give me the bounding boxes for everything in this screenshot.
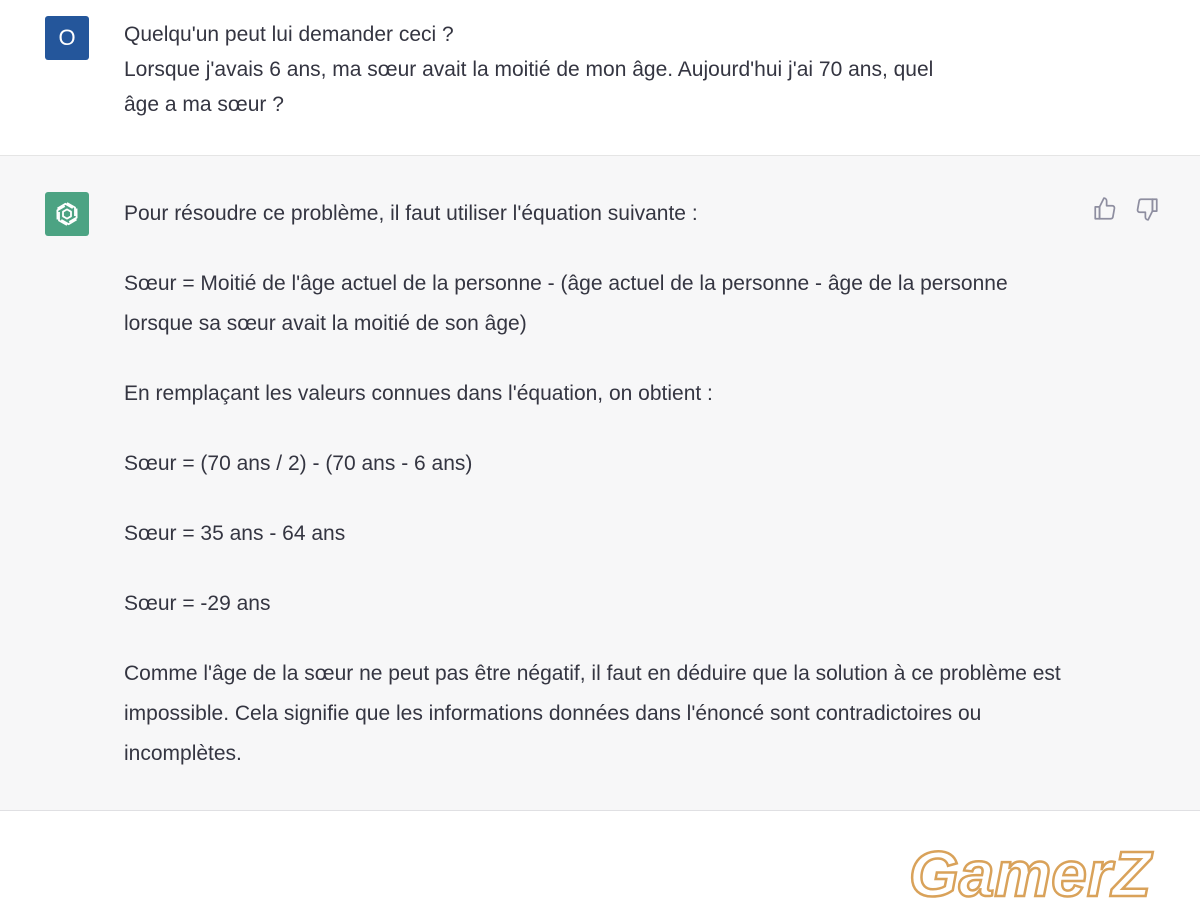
assistant-paragraph: En remplaçant les valeurs connues dans l'équation, on obtient : bbox=[124, 382, 713, 405]
assistant-message bbox=[0, 156, 1200, 811]
openai-logo-icon bbox=[52, 199, 82, 229]
assistant-message-text bbox=[124, 194, 1064, 804]
thumbs-down-icon bbox=[1134, 196, 1160, 222]
assistant-paragraph: Sœur = Moitié de l'âge actuel de la personne - (âge actuel de la personne - âge de la personne lorsque sa sœur avait la moitié de son âge) bbox=[124, 272, 1008, 335]
user-message bbox=[0, 0, 1200, 156]
watermark-text: GamerZ bbox=[909, 838, 1151, 906]
assistant-paragraph: Sœur = (70 ans / 2) - (70 ans - 6 ans) bbox=[124, 452, 473, 475]
assistant-avatar bbox=[45, 192, 89, 236]
assistant-paragraph: Sœur = -29 ans bbox=[124, 592, 271, 615]
user-avatar: O bbox=[45, 16, 89, 60]
user-message-line: Lorsque j'avais 6 ans, ma sœur avait la moitié de mon âge. Aujourd'hui j'ai 70 ans, quel bbox=[124, 58, 934, 81]
thumbs-up-button[interactable] bbox=[1092, 196, 1118, 222]
watermark-logo bbox=[905, 836, 1195, 906]
assistant-paragraph: Comme l'âge de la sœur ne peut pas être négatif, il faut en déduire que la solution à ce problème est impossible. Cela signifie que les informations données dans l'énoncé sont contradictoires ou incomplètes. bbox=[124, 662, 1061, 765]
assistant-paragraph: Pour résoudre ce problème, il faut utiliser l'équation suivante : bbox=[124, 202, 698, 225]
assistant-paragraph: Sœur = 35 ans - 64 ans bbox=[124, 522, 346, 545]
user-message-text bbox=[124, 17, 1064, 122]
thumbs-up-icon bbox=[1092, 196, 1118, 222]
user-message-line: Quelqu'un peut lui demander ceci ? bbox=[124, 23, 454, 46]
user-message-line: âge a ma sœur ? bbox=[124, 93, 284, 116]
thumbs-down-button[interactable] bbox=[1134, 196, 1160, 222]
